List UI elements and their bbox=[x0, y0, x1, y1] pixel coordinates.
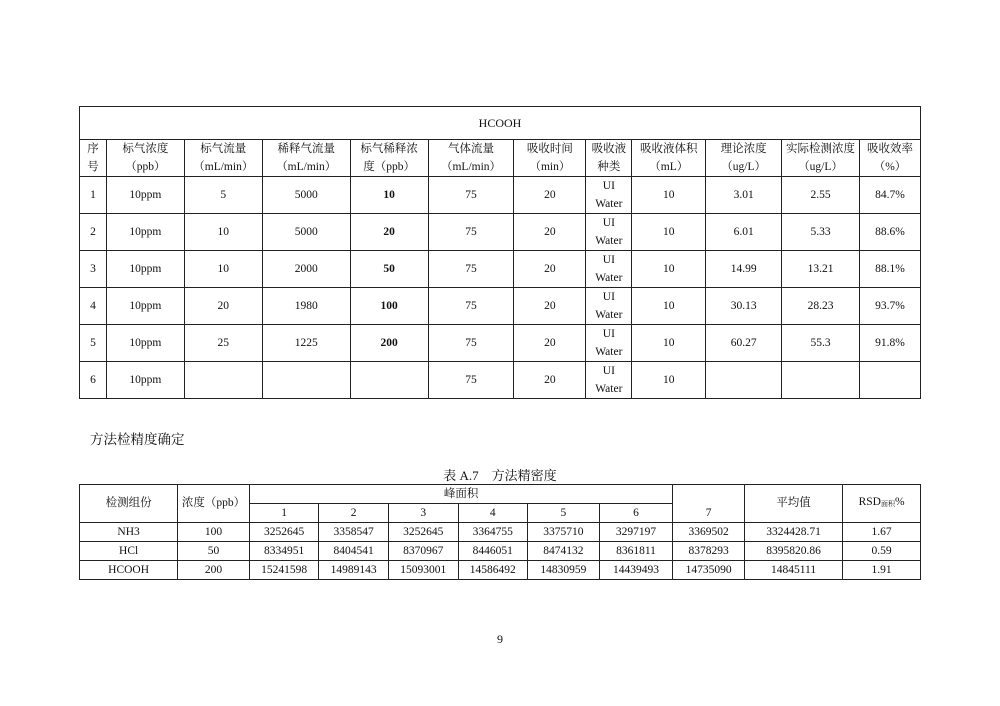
absorbent-line: Water bbox=[595, 235, 623, 247]
table-row bbox=[80, 523, 921, 542]
cell-conc: 50 bbox=[350, 251, 428, 288]
column-header-line: （ppb） bbox=[125, 161, 166, 173]
cell-gas: 75 bbox=[428, 325, 514, 362]
column-header-line: 种类 bbox=[597, 161, 621, 173]
cell-flow bbox=[184, 362, 262, 399]
cell-conc: 50 bbox=[178, 542, 250, 561]
cell-conc: 100 bbox=[350, 288, 428, 325]
cell-gas: 75 bbox=[428, 251, 514, 288]
peak-number: 5 bbox=[528, 504, 600, 523]
column-header bbox=[262, 140, 350, 177]
cell-absorbent bbox=[586, 325, 632, 362]
precision-table bbox=[79, 484, 921, 580]
cell-theory: 30.13 bbox=[706, 288, 782, 325]
header-group: 检测组份 bbox=[80, 485, 178, 523]
cell-eff: 93.7% bbox=[860, 288, 921, 325]
cell-conc: 10 bbox=[350, 177, 428, 214]
cell-peak: 14830959 bbox=[528, 561, 600, 580]
cell-actual: 28.23 bbox=[782, 288, 860, 325]
cell-theory bbox=[706, 362, 782, 399]
cell-flow: 10 bbox=[184, 214, 262, 251]
column-header-line: 吸收时间 bbox=[526, 143, 573, 155]
cell-theory: 6.01 bbox=[706, 214, 782, 251]
cell-no: 2 bbox=[80, 214, 107, 251]
cell-eff: 88.6% bbox=[860, 214, 921, 251]
cell-peak: 3252645 bbox=[388, 523, 458, 542]
cell-dil: 2000 bbox=[262, 251, 350, 288]
column-header-line: （mL/min） bbox=[193, 161, 254, 173]
column-header-line: 标气浓度 bbox=[122, 143, 169, 155]
cell-dil bbox=[262, 362, 350, 399]
cell-peak: 8370967 bbox=[388, 542, 458, 561]
cell-conc bbox=[350, 362, 428, 399]
column-header bbox=[632, 140, 706, 177]
peak-number: 6 bbox=[599, 504, 673, 523]
column-header bbox=[184, 140, 262, 177]
cell-conc: 20 bbox=[350, 214, 428, 251]
header-peak-area: 峰面积 bbox=[249, 485, 673, 504]
table-row bbox=[80, 325, 921, 362]
cell-gas: 75 bbox=[428, 288, 514, 325]
column-header-line: （min） bbox=[529, 161, 571, 173]
table-row bbox=[80, 362, 921, 399]
cell-peak: 3358547 bbox=[319, 523, 389, 542]
cell-eff: 88.1% bbox=[860, 251, 921, 288]
cell-time: 20 bbox=[514, 177, 586, 214]
cell-actual: 13.21 bbox=[782, 251, 860, 288]
column-header bbox=[350, 140, 428, 177]
cell-peak: 3369502 bbox=[673, 523, 745, 542]
header-rsd: $RSD_{面积}\%$ bbox=[843, 485, 921, 523]
cell-no: 6 bbox=[80, 362, 107, 399]
cell-peak: 3252645 bbox=[249, 523, 319, 542]
cell-time: 20 bbox=[514, 362, 586, 399]
cell-no: 3 bbox=[80, 251, 107, 288]
cell-avg: 14845111 bbox=[744, 561, 842, 580]
peak-number: 2 bbox=[319, 504, 389, 523]
cell-flow: 25 bbox=[184, 325, 262, 362]
column-header bbox=[514, 140, 586, 177]
cell-flow: 10 bbox=[184, 251, 262, 288]
cell-flow: 20 bbox=[184, 288, 262, 325]
column-header bbox=[706, 140, 782, 177]
cell-dil: 1225 bbox=[262, 325, 350, 362]
peak-number: 4 bbox=[458, 504, 528, 523]
cell-peak: 8474132 bbox=[528, 542, 600, 561]
column-header bbox=[80, 140, 107, 177]
cell-absorbent bbox=[586, 251, 632, 288]
absorbent-line: Water bbox=[595, 383, 623, 395]
cell-time: 20 bbox=[514, 288, 586, 325]
table-row bbox=[80, 542, 921, 561]
cell-peak: 3297197 bbox=[599, 523, 673, 542]
cell-peak: 8378293 bbox=[673, 542, 745, 561]
cell-rsd: 0.59 bbox=[843, 542, 921, 561]
column-header-line: （ug/L） bbox=[721, 161, 767, 173]
cell-name: NH3 bbox=[80, 523, 178, 542]
column-header-line: 标气稀释浓 bbox=[360, 143, 418, 155]
header-avg: 平均值 bbox=[744, 485, 842, 523]
column-header-line: （mL/min） bbox=[440, 161, 502, 173]
cell-gas: 75 bbox=[428, 362, 514, 399]
column-header-line: 吸收液 bbox=[591, 143, 627, 155]
cell-dil: 5000 bbox=[262, 214, 350, 251]
cell-vol: 10 bbox=[632, 214, 706, 251]
cell-time: 20 bbox=[514, 325, 586, 362]
cell-time: 20 bbox=[514, 214, 586, 251]
cell-std: 10ppm bbox=[106, 177, 184, 214]
cell-peak: 3364755 bbox=[458, 523, 528, 542]
cell-peak: 8404541 bbox=[319, 542, 389, 561]
cell-eff bbox=[860, 362, 921, 399]
cell-absorbent bbox=[586, 288, 632, 325]
cell-vol: 10 bbox=[632, 177, 706, 214]
cell-no: 1 bbox=[80, 177, 107, 214]
cell-peak: 15093001 bbox=[388, 561, 458, 580]
absorbent-line: UI bbox=[602, 291, 615, 303]
cell-name: HCOOH bbox=[80, 561, 178, 580]
cell-actual bbox=[782, 362, 860, 399]
absorbent-line: Water bbox=[595, 346, 623, 358]
cell-no: 4 bbox=[80, 288, 107, 325]
absorbent-line: UI bbox=[602, 180, 615, 192]
cell-conc: 100 bbox=[178, 523, 250, 542]
column-header-line: （mL） bbox=[649, 161, 689, 173]
cell-std: 10ppm bbox=[106, 325, 184, 362]
table-caption: 表 A.7 方法精密度 bbox=[443, 468, 557, 483]
cell-dil: 1980 bbox=[262, 288, 350, 325]
peak-number: 3 bbox=[388, 504, 458, 523]
column-header-line: 气体流量 bbox=[448, 143, 494, 155]
absorbent-line: Water bbox=[595, 309, 623, 321]
cell-time: 20 bbox=[514, 251, 586, 288]
cell-theory: 14.99 bbox=[706, 251, 782, 288]
cell-peak: 3375710 bbox=[528, 523, 600, 542]
cell-absorbent bbox=[586, 362, 632, 399]
column-header bbox=[428, 140, 514, 177]
column-header bbox=[106, 140, 184, 177]
column-header bbox=[860, 140, 921, 177]
section-heading: 方法检精度确定 bbox=[90, 432, 185, 448]
cell-eff: 91.8% bbox=[860, 325, 921, 362]
column-header bbox=[782, 140, 860, 177]
column-header-line: （mL/min） bbox=[276, 161, 337, 173]
cell-actual: 5.33 bbox=[782, 214, 860, 251]
cell-name: HCl bbox=[80, 542, 178, 561]
column-header-line: 吸收效率 bbox=[867, 143, 913, 155]
cell-std: 10ppm bbox=[106, 288, 184, 325]
cell-theory: 60.27 bbox=[706, 325, 782, 362]
header-blank: 7 bbox=[673, 485, 745, 523]
cell-std: 10ppm bbox=[106, 251, 184, 288]
header-conc: 浓度（ppb） bbox=[178, 485, 250, 523]
cell-theory: 3.01 bbox=[706, 177, 782, 214]
cell-conc: 200 bbox=[178, 561, 250, 580]
column-header-line: 吸收液体积 bbox=[640, 143, 698, 155]
cell-vol: 10 bbox=[632, 251, 706, 288]
cell-absorbent bbox=[586, 177, 632, 214]
table-row bbox=[80, 251, 921, 288]
cell-dil: 5000 bbox=[262, 177, 350, 214]
cell-vol: 10 bbox=[632, 288, 706, 325]
page-number: 9 bbox=[497, 632, 503, 646]
column-header-line: （%） bbox=[873, 161, 907, 173]
cell-gas: 75 bbox=[428, 177, 514, 214]
cell-no: 5 bbox=[80, 325, 107, 362]
table-row bbox=[80, 288, 921, 325]
column-header-line: 稀释气流量 bbox=[277, 143, 335, 155]
cell-vol: 10 bbox=[632, 362, 706, 399]
column-header bbox=[586, 140, 632, 177]
peak-number: 1 bbox=[249, 504, 319, 523]
cell-std: 10ppm bbox=[106, 214, 184, 251]
absorbent-line: UI bbox=[602, 328, 615, 340]
cell-rsd: 1.67 bbox=[843, 523, 921, 542]
absorbent-line: Water bbox=[595, 198, 623, 210]
cell-eff: 84.7% bbox=[860, 177, 921, 214]
cell-peak: 14735090 bbox=[673, 561, 745, 580]
column-header-line: 标气流量 bbox=[200, 143, 247, 155]
table-title: HCOOH bbox=[80, 107, 921, 140]
cell-peak: 14989143 bbox=[319, 561, 389, 580]
table-row bbox=[80, 177, 921, 214]
absorbent-line: UI bbox=[602, 254, 615, 266]
column-header-line: 号 bbox=[87, 161, 99, 173]
cell-peak: 8446051 bbox=[458, 542, 528, 561]
absorbent-line: UI bbox=[602, 365, 615, 377]
absorption-efficiency-table bbox=[79, 106, 921, 399]
table-row bbox=[80, 214, 921, 251]
cell-peak: 14439493 bbox=[599, 561, 673, 580]
cell-gas: 75 bbox=[428, 214, 514, 251]
absorbent-line: UI bbox=[602, 217, 615, 229]
cell-std: 10ppm bbox=[106, 362, 184, 399]
cell-absorbent bbox=[586, 214, 632, 251]
cell-peak: 15241598 bbox=[249, 561, 319, 580]
cell-flow: 5 bbox=[184, 177, 262, 214]
cell-peak: 14586492 bbox=[458, 561, 528, 580]
cell-rsd: 1.91 bbox=[843, 561, 921, 580]
absorbent-line: Water bbox=[595, 272, 623, 284]
cell-peak: 8361811 bbox=[599, 542, 673, 561]
cell-avg: 3324428.71 bbox=[744, 523, 842, 542]
column-header-line: （ug/L） bbox=[798, 161, 843, 173]
cell-actual: 55.3 bbox=[782, 325, 860, 362]
column-header-line: 实际检测浓度 bbox=[786, 143, 856, 155]
cell-vol: 10 bbox=[632, 325, 706, 362]
table-row bbox=[80, 561, 921, 580]
column-header-line: 度（ppb） bbox=[363, 161, 415, 173]
cell-peak: 8334951 bbox=[249, 542, 319, 561]
column-header-line: 序 bbox=[87, 143, 99, 155]
cell-actual: 2.55 bbox=[782, 177, 860, 214]
cell-conc: 200 bbox=[350, 325, 428, 362]
cell-avg: 8395820.86 bbox=[744, 542, 842, 561]
column-header-line: 理论浓度 bbox=[720, 143, 767, 155]
